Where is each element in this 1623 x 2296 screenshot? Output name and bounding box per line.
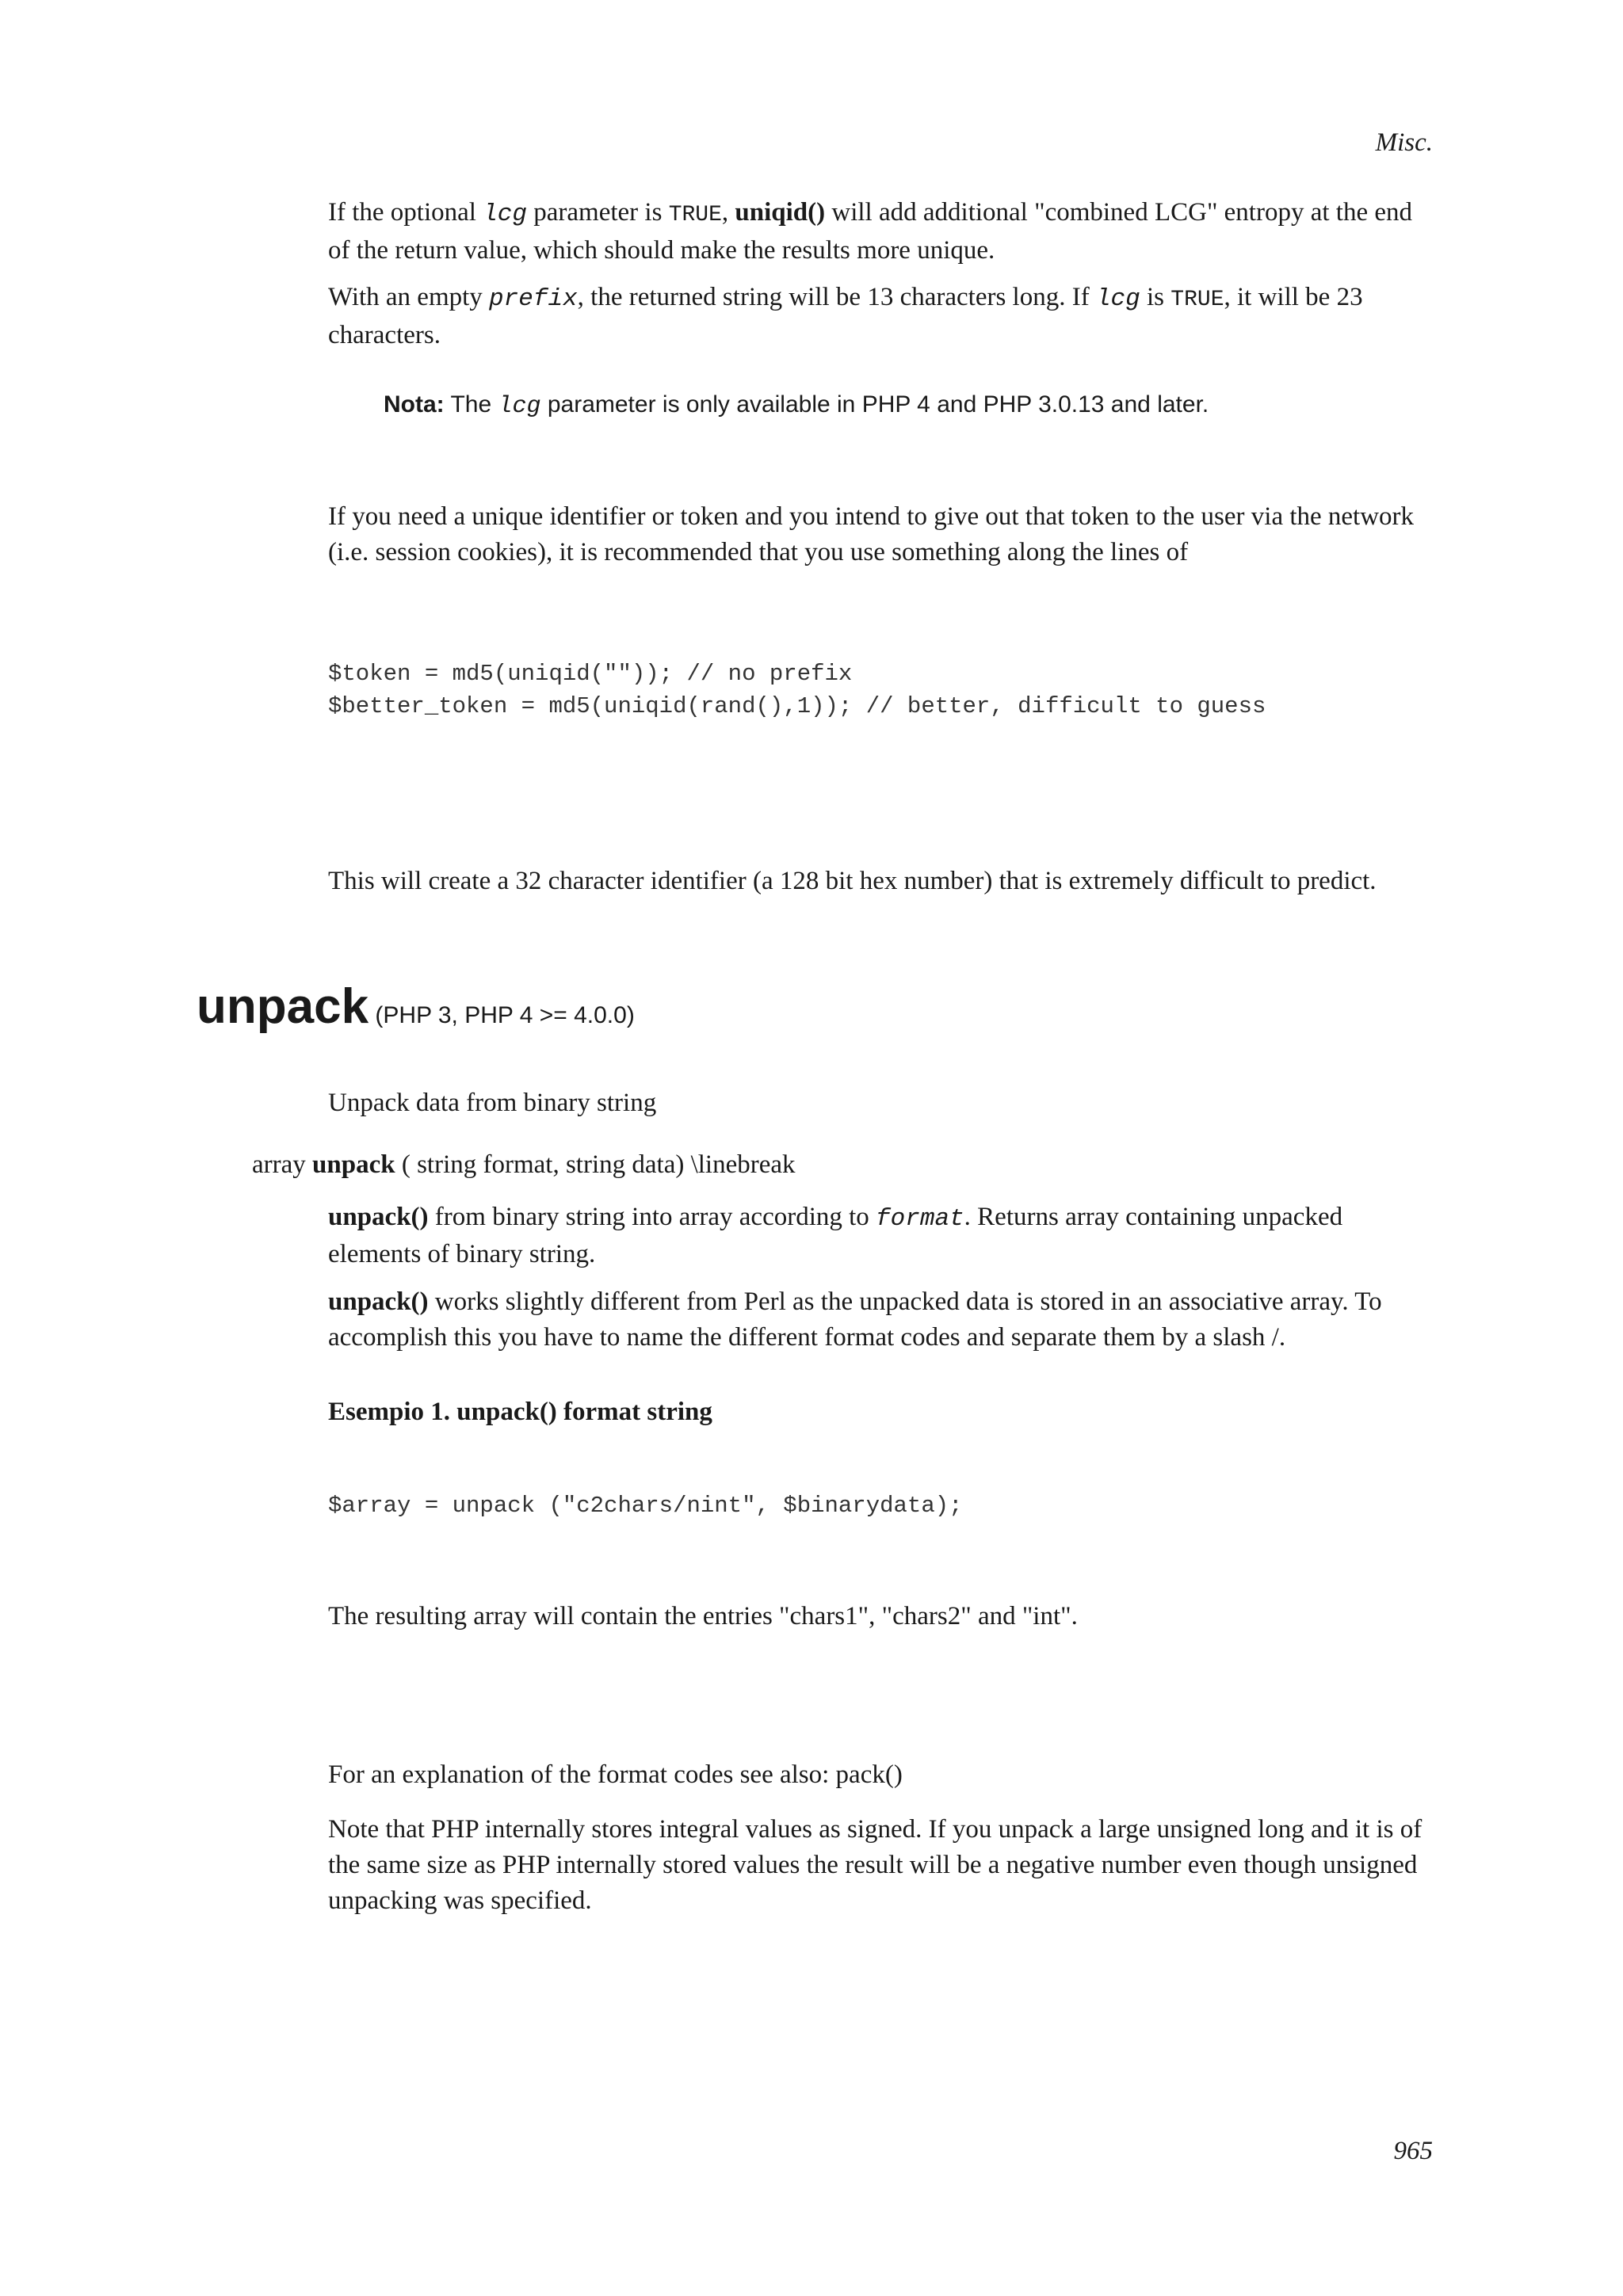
function-synopsis [252, 1150, 796, 1180]
example-title: Esempio 1. unpack() format string [328, 1398, 712, 1426]
code-line: $token = md5(uniqid("")); // no prefix [328, 661, 853, 687]
param-name: format [876, 1205, 964, 1233]
function-name: unpack() [328, 1203, 429, 1231]
function-purpose: Unpack data from binary string [328, 1089, 657, 1117]
param-name: lcg [1095, 285, 1140, 313]
result-paragraph: The resulting array will contain the entries "chars1", "chars2" and "int". [328, 1602, 1078, 1630]
function-name: uniqid() [735, 198, 826, 227]
text: With an empty [328, 283, 490, 311]
prefix-paragraph [328, 280, 1438, 353]
param-name: lcg [498, 393, 541, 420]
token-paragraph: If you need a unique identifier or token and you intend to give out that token to the user via the network (i.e. session cookies), it is recommended that you use something along the lines of [328, 502, 1415, 566]
param-name: lcg [483, 200, 528, 228]
text: works slightly different from Perl as the unpacked data is stored in an associative array. To accomplish this you have to name the different format codes and separate them by a slash /. [328, 1287, 1382, 1352]
page-number: 965 [1393, 2137, 1433, 2165]
running-header: Misc. [1375, 128, 1433, 157]
text: , it will be 23 characters. [328, 283, 1363, 349]
function-name: unpack [312, 1150, 395, 1179]
description-paragraph-2 [328, 1284, 1438, 1356]
function-heading-name: unpack [197, 979, 369, 1034]
text: , [721, 198, 735, 227]
text: will add additional "combined LCG" entropy at the end of the return value, which should make the results more unique. [328, 198, 1412, 265]
param-name: prefix [489, 285, 578, 313]
text: parameter is [527, 198, 669, 227]
text: . Returns array containing unpacked elements of binary string. [328, 1203, 1343, 1268]
function-version: (PHP 3, PHP 4 >= 4.0.0) [369, 1002, 635, 1028]
lcg-paragraph [328, 195, 1438, 269]
code-line: $better_token = md5(uniqid(rand(),1)); // better, difficult to guess [328, 693, 1266, 719]
note-label: Nota: [384, 391, 445, 418]
code-block [328, 658, 1266, 723]
return-type: array [252, 1150, 313, 1179]
text: from binary string into array according to [428, 1203, 876, 1231]
text: The [444, 391, 498, 418]
text: If the optional [328, 198, 483, 227]
description-paragraph-1 [328, 1199, 1438, 1272]
constant: TRUE [668, 203, 722, 227]
note-block [384, 391, 1209, 420]
text: , the returned string will be 13 characters long. If [577, 283, 1096, 311]
function-heading [197, 978, 635, 1035]
text: parameter is only available in PHP 4 and PHP 3.0.13 and later. [540, 391, 1209, 418]
function-name: unpack() [328, 1287, 429, 1316]
example-code: $array = unpack ("c2chars/nint", $binarydata); [328, 1493, 963, 1519]
constant: TRUE [1170, 288, 1224, 312]
function-args: ( string format, string data) \linebreak [395, 1150, 796, 1179]
text: is [1140, 283, 1171, 311]
see-also-paragraph: For an explanation of the format codes see also: pack() [328, 1760, 903, 1789]
identifier-paragraph: This will create a 32 character identifier (a 128 bit hex number) that is extremely difficult to predict. [328, 867, 1377, 895]
signed-note-paragraph: Note that PHP internally stores integral values as signed. If you unpack a large unsigned long and it is of the same size as PHP internally stored values the result will be a negative number even though unsigned unpacking was specified. [328, 1815, 1423, 1915]
